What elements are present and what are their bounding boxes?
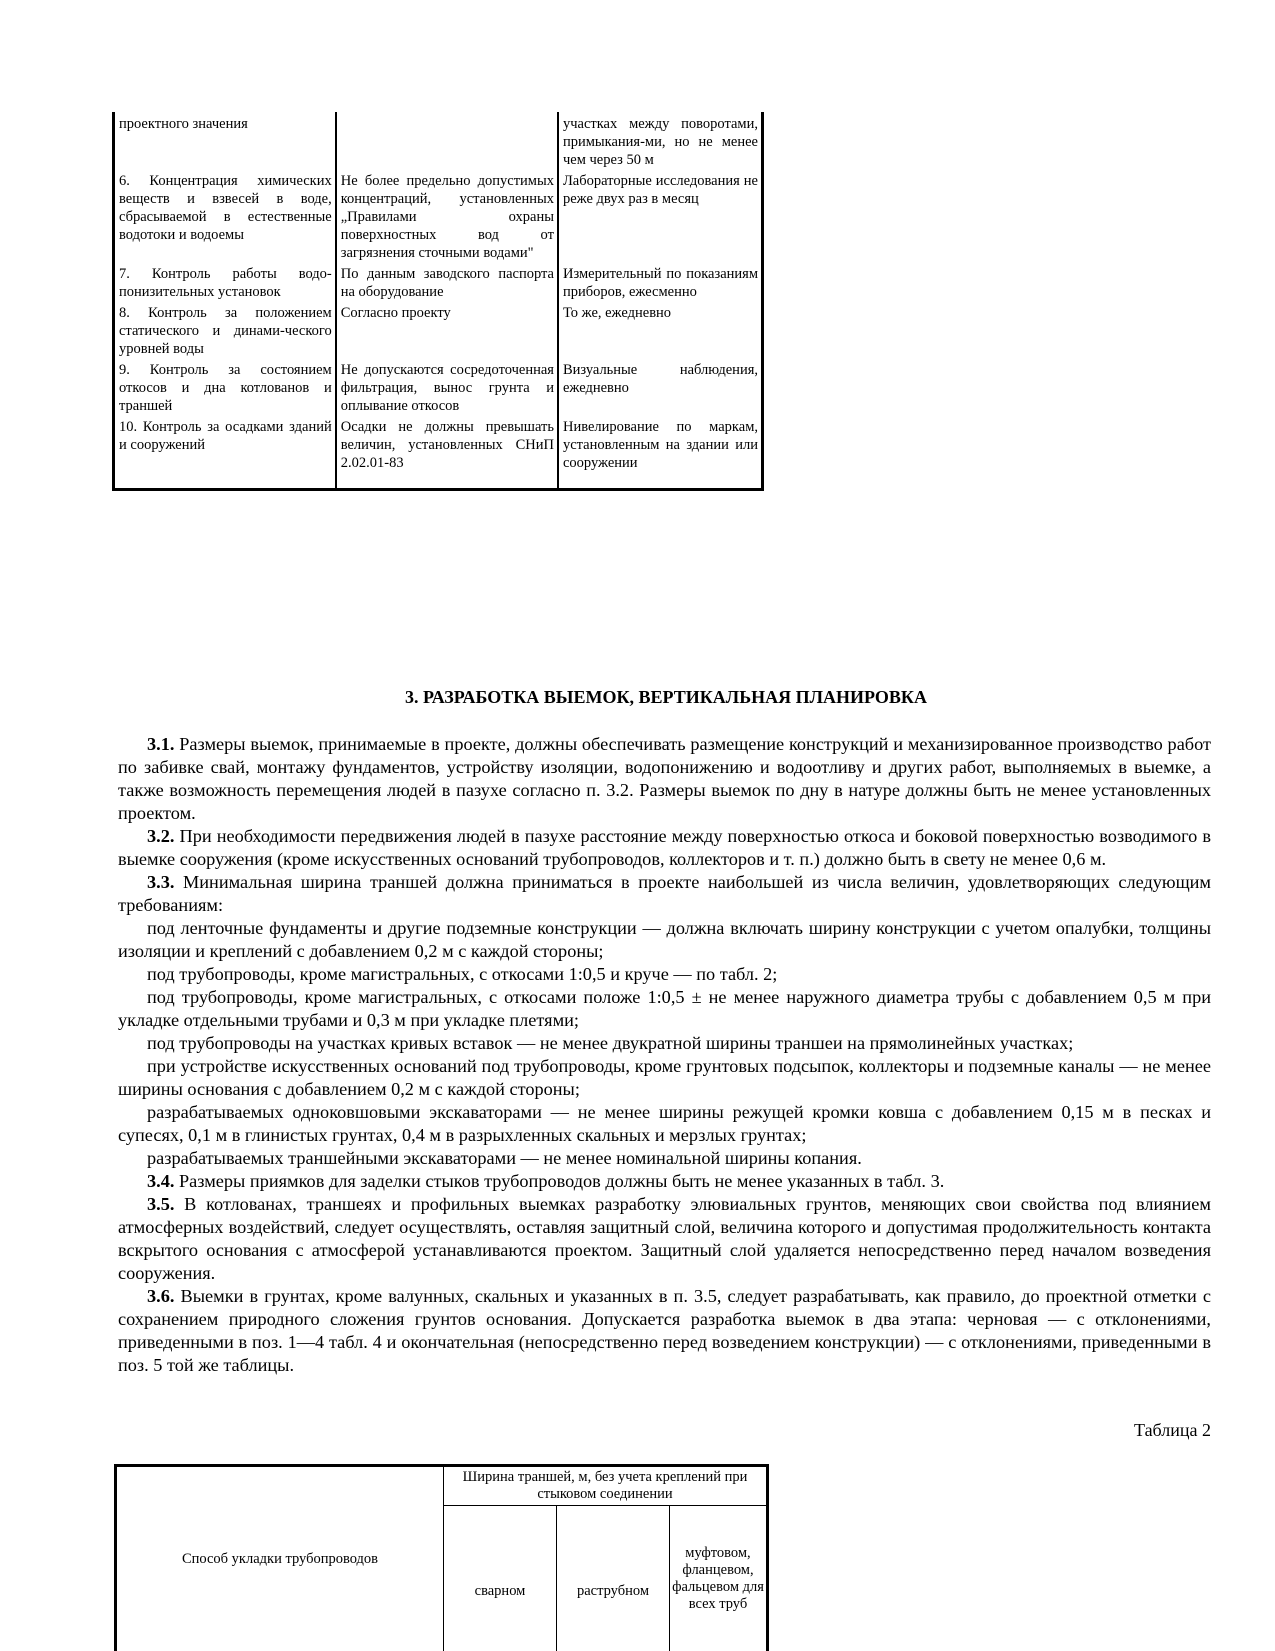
trench-width-table [114,1464,769,1651]
table-cell-parameter: 9. Контроль за состоянием откосов и дна котлованов и траншей [114,358,336,415]
clause-number: 3.1. [147,734,175,754]
table-cell-parameter: 6. Концентрация химических веществ и взвесей в воде, сбрасываемой в естественные водотоки и водоемы [114,169,336,262]
column-header-coupling: муфтовом, фланцевом, фальцевом для всех труб [670,1506,768,1651]
table-cell-parameter: 7. Контроль работы водо-понизительных установок [114,262,336,301]
table-row [114,301,763,358]
section-heading: 3. РАЗРАБОТКА ВЫЕМОК, ВЕРТИКАЛЬНАЯ ПЛАНИРОВКА [405,687,927,707]
paragraph [118,871,1211,917]
paragraph-text: под ленточные фундаменты и другие подземные конструкции — должна включать ширину конструкции с учетом опалубки, толщины изоляции и креплений с добавлением 0,2 м с каждой стороны; [118,918,1211,961]
table-cell-limit: Осадки не должны превышать величин, установленных СНиП 2.02.01-83 [336,415,558,490]
paragraph-text: В котлованах, траншеях и профильных выемках разработку элювиальных грунтов, меняющих свои свойства под влиянием атмосферных воздействий, следует осуществлять, оставляя защитный слой, величина которого и допустимая продолжительность контакта вскрытого основания с атмосферой устанавливаются проектом. Защитный слой удаляется непосредственно перед началом возведения сооружения. [118,1194,1211,1283]
table-cell-parameter: проектного значения [114,112,336,169]
paragraph-text: разрабатываемых траншейными экскаваторами — не менее номинальной ширины копания. [147,1148,862,1168]
list-item [118,1101,1211,1147]
table-cell-limit: Не более предельно допустимых концентраций, установленных „Правилами охраны поверхностных вод от загрязнения сточными водами" [336,169,558,262]
table-caption: Таблица 2 [1134,1420,1211,1440]
clause-number: 3.2. [147,826,175,846]
table-cell-control: Нивелирование по маркам, установленным на здании или сооружении [558,415,763,490]
clause-number: 3.5. [147,1194,175,1214]
table-cell-control: Визуальные наблюдения, ежедневно [558,358,763,415]
paragraph [118,1170,1211,1193]
paragraph [118,825,1211,871]
paragraph [118,733,1211,825]
clause-number: 3.3. [147,872,175,892]
list-item [118,1032,1211,1055]
table-row [114,358,763,415]
paragraph-text: под трубопроводы, кроме магистральных, с откосами 1:0,5 и круче — по табл. 2; [147,964,778,984]
clause-number: 3.6. [147,1286,175,1306]
table-row [114,112,763,169]
table-cell-control: То же, ежедневно [558,301,763,358]
list-item [118,963,1211,986]
paragraph-text: Выемки в грунтах, кроме валунных, скальных и указанных в п. 3.5, следует разрабатывать, как правило, до проектной отметки с сохранением природного сложения грунтов основания. Допускается разработка выемок в два этапа: черновая — с отклонениями, приведенными в поз. 1—4 табл. 4 и окончательная (непосредственно перед возведением конструкции) — с отклонениями, приведенными в поз. 5 той же таблицы. [118,1286,1211,1375]
table-cell-limit: Не допускаются сосредоточенная фильтрация, вынос грунта и оплывание откосов [336,358,558,415]
table-cell-control: Лабораторные исследования не реже двух раз в месяц [558,169,763,262]
paragraph [118,1285,1211,1377]
section-body [118,733,1211,1377]
column-header-group: Ширина траншей, м, без учета креплений при стыковом соединении [444,1466,768,1506]
monitoring-table [112,112,764,491]
column-header-welded: сварном [444,1506,557,1651]
paragraph [118,1193,1211,1285]
paragraph-text: разрабатываемых одноковшовыми экскаваторами — не менее ширины режущей кромки ковша с добавлением 0,15 м в песках и супесях, 0,1 м в глинистых грунтах, 0,4 м в разрыхленных скальных и мерзлых грунтах; [118,1102,1211,1145]
paragraph-text: под трубопроводы на участках кривых вставок — не менее двукратной ширины траншеи на прямолинейных участках; [147,1033,1074,1053]
clause-number: 3.4. [147,1171,175,1191]
paragraph-text: Размеры приямков для заделки стыков трубопроводов должны быть не менее указанных в табл. 3. [174,1171,945,1191]
paragraph-text: Минимальная ширина траншей должна приниматься в проекте наибольшей из числа величин, удовлетворяющих следующим требованиям: [118,872,1211,915]
table-cell-parameter: 10. Контроль за осадками зданий и сооружений [114,415,336,490]
column-header-socket: раструбном [557,1506,670,1651]
list-item [118,1055,1211,1101]
column-header-method: Способ укладки трубопроводов [116,1466,444,1651]
table-cell-limit: Согласно проекту [336,301,558,358]
table-cell-control: участках между поворотами, примыкания-ми, но не менее чем через 50 м [558,112,763,169]
paragraph-text: под трубопроводы, кроме магистральных, с откосами положе 1:0,5 ± не менее наружного диаметра трубы с добавлением 0,5 м при укладке отдельными трубами и 0,3 м при укладке плетями; [118,987,1211,1030]
paragraph-text: Размеры выемок, принимаемые в проекте, должны обеспечивать размещение конструкций и механизированное производство работ по забивке свай, монтажу фундаментов, устройству изоляции, водопонижению и водоотливу и других работ, выполняемых в выемке, а также возможность перемещения людей в пазухе согласно п. 3.2. Размеры выемок по дну в натуре должны быть не менее установленных проектом. [118,734,1211,823]
table-cell-limit [336,112,558,169]
table-row [114,262,763,301]
table-row [114,169,763,262]
paragraph-text: При необходимости передвижения людей в пазухе расстояние между поверхностью откоса и боковой поверхностью возводимого в выемке сооружения (кроме искусственных оснований трубопроводов, коллекторов и т. п.) должно быть в свету не менее 0,6 м. [118,826,1211,869]
table-cell-parameter: 8. Контроль за положением статического и динами-ческого уровней воды [114,301,336,358]
list-item [118,917,1211,963]
table-cell-limit: По данным заводского паспорта на оборудование [336,262,558,301]
table-row [114,415,763,490]
list-item [118,1147,1211,1170]
table-header-row [116,1466,768,1506]
list-item [118,986,1211,1032]
paragraph-text: при устройстве искусственных оснований под трубопроводы, кроме грунтовых подсыпок, коллекторы и подземные каналы — не менее ширины основания с добавлением 0,2 м с каждой стороны; [118,1056,1211,1099]
table-cell-control: Измерительный по показаниям приборов, ежесменно [558,262,763,301]
